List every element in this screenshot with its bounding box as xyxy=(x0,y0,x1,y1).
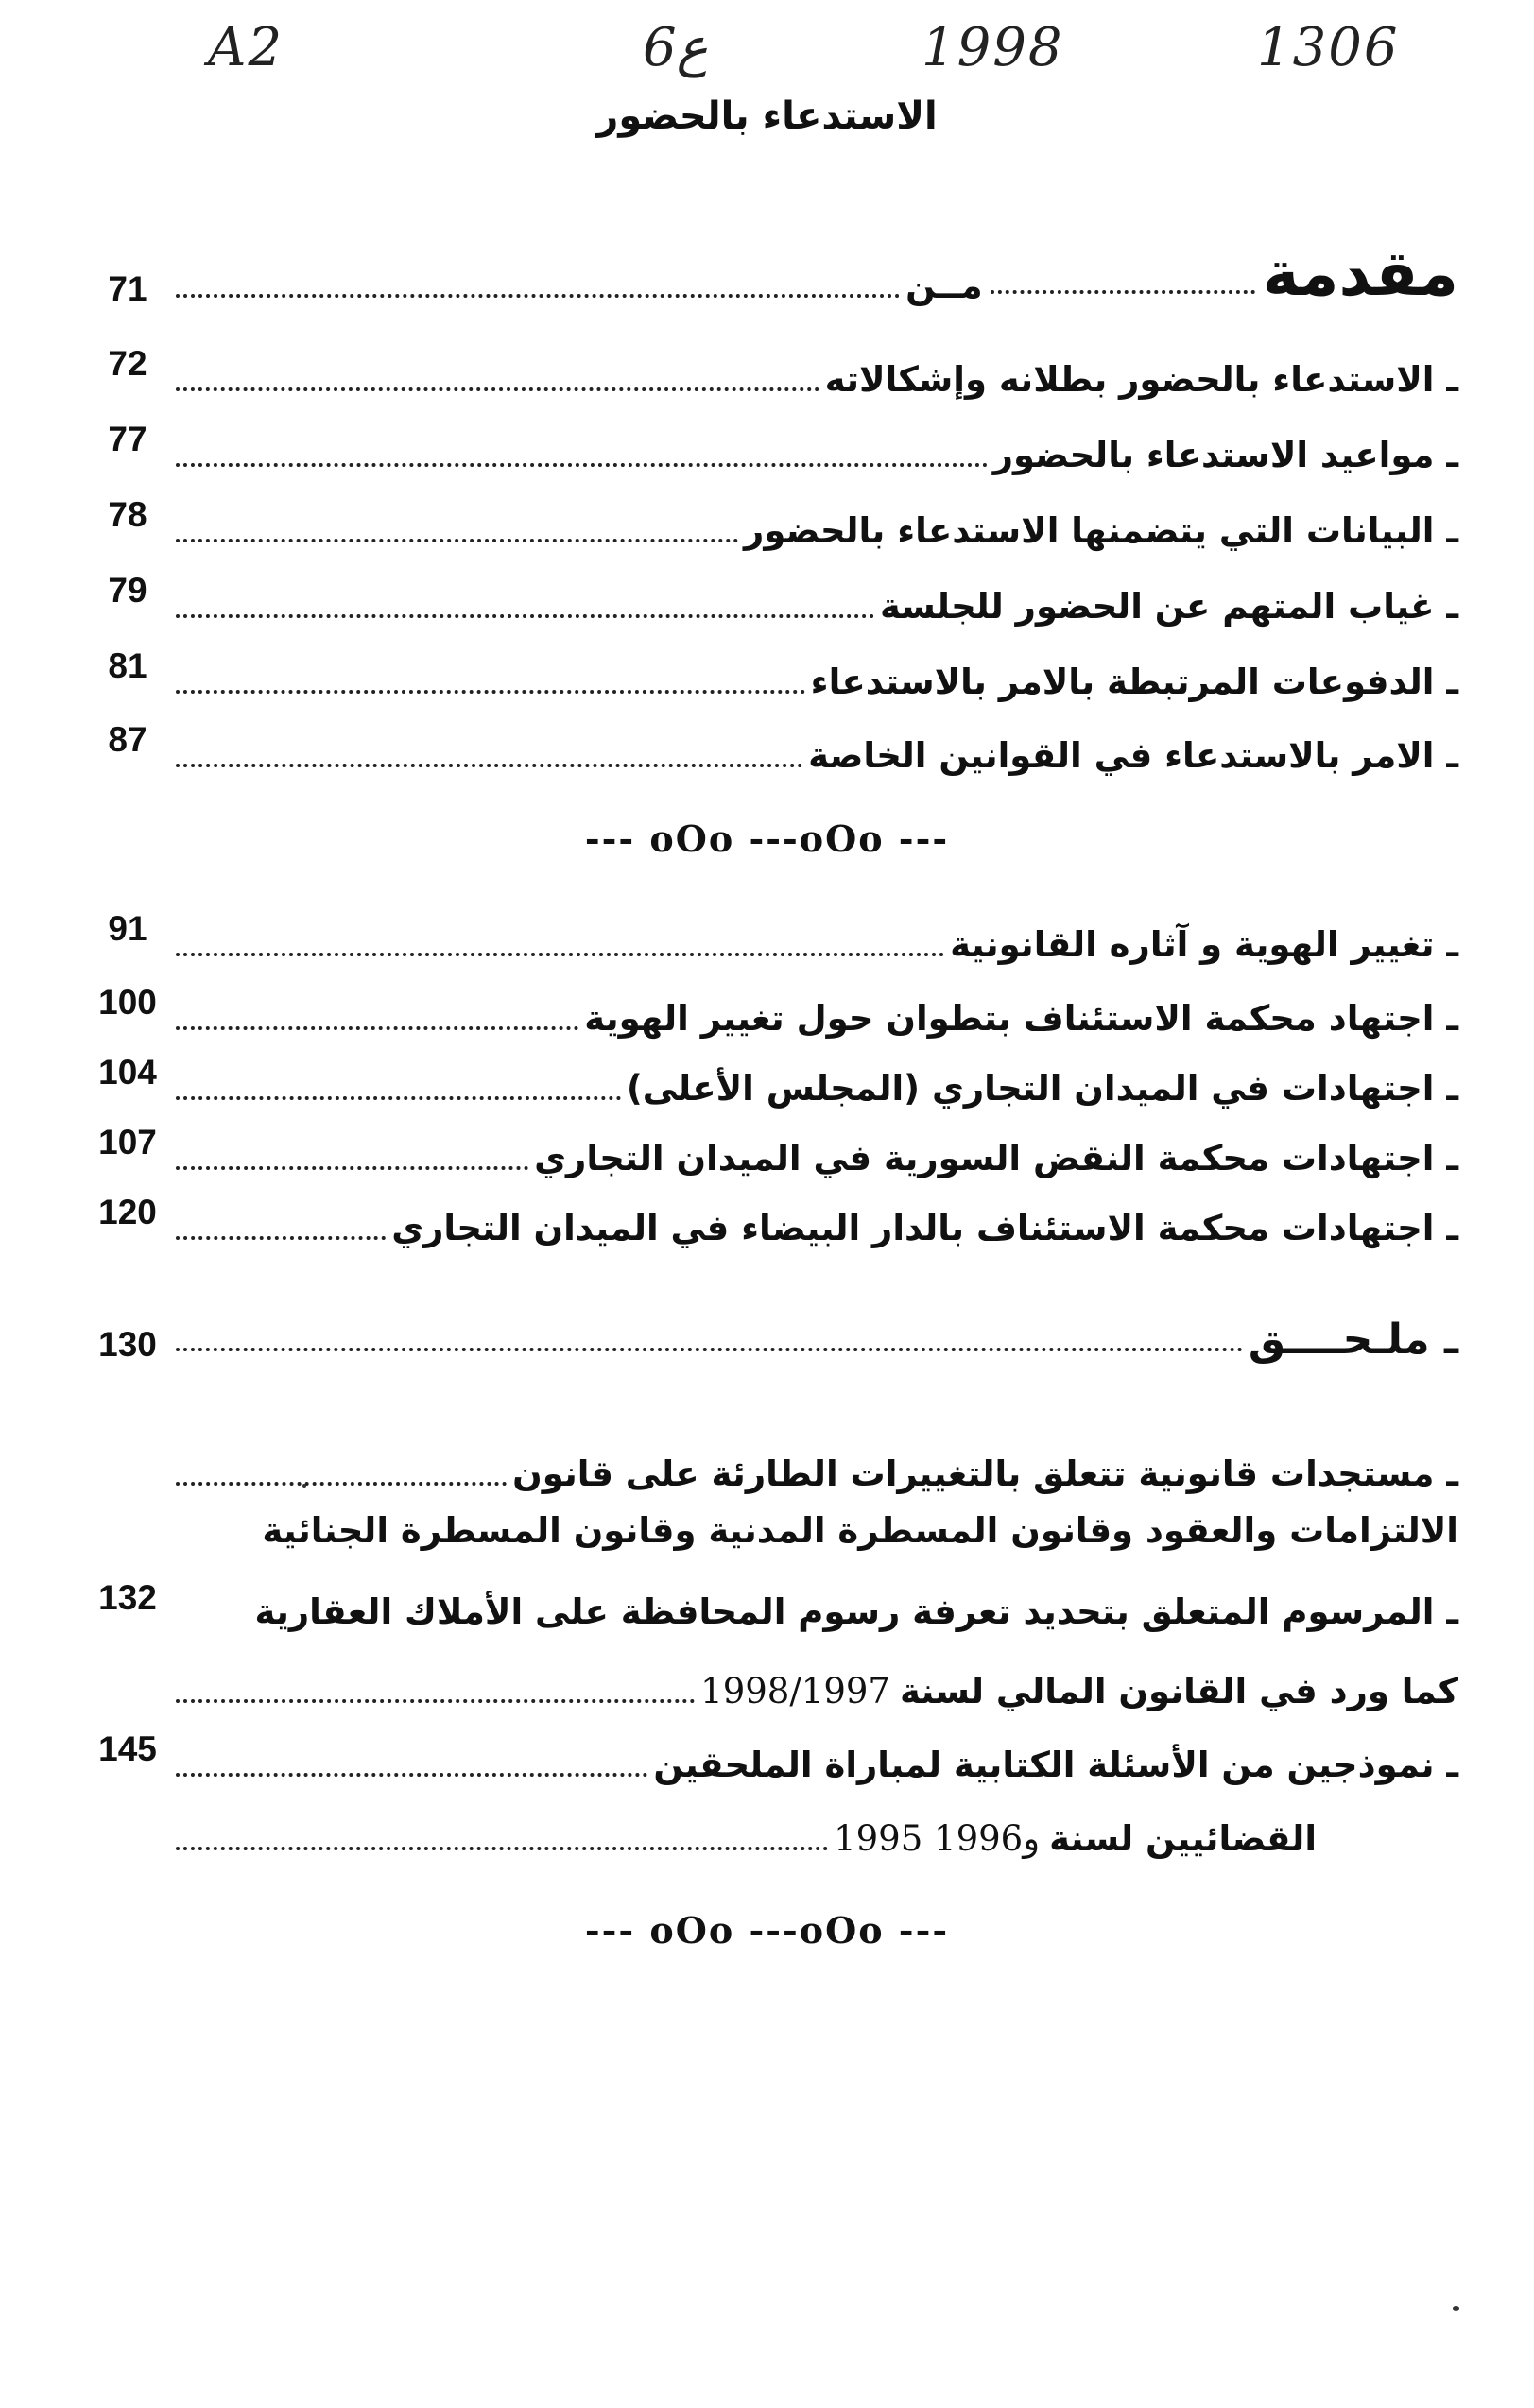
intro-from: مــن xyxy=(905,266,983,306)
annex-item-text: ـ المرسوم المتعلق بتحديد تعرفة رسوم المحافظة على الأملاك العقارية xyxy=(254,1591,1458,1632)
handwritten-code-a2: A2 xyxy=(208,17,284,78)
toc-row xyxy=(0,905,1534,981)
toc-row xyxy=(0,340,1534,416)
page-number: 79 xyxy=(108,571,147,610)
annex-item-continuation: كما ورد في القانون المالي لسنة xyxy=(899,1671,1458,1711)
toc-row xyxy=(0,491,1534,567)
dot-leader xyxy=(176,1026,578,1030)
dot-leader xyxy=(176,294,900,298)
annex-item-text: ـ نموذجين من الأسئلة الكتابية لمباراة الملحقين xyxy=(653,1745,1458,1785)
toc-entry-label: ـ الدفوعات المرتبطة بالامر بالاستدعاء xyxy=(810,662,1458,702)
dot-leader xyxy=(176,1348,1243,1351)
page-number: 91 xyxy=(108,909,147,948)
handwritten-year: 1998 xyxy=(922,17,1064,78)
toc-entry-label: ـ اجتهادات محكمة النقض السورية في الميدان التجاري xyxy=(534,1138,1458,1178)
page-number: 71 xyxy=(108,269,147,308)
toc-row xyxy=(0,1049,1534,1125)
handwritten-number: 1306 xyxy=(1257,17,1400,78)
page-number: 78 xyxy=(108,495,147,534)
dot-leader xyxy=(176,1847,828,1850)
page-number: 130 xyxy=(98,1325,157,1364)
toc-entry-label: ـ الامر بالاستدعاء في القوانين الخاصة xyxy=(808,735,1458,776)
toc-entry-label: ـ الاستدعاء بالحضور بطلانه وإشكالاته xyxy=(824,359,1458,400)
toc-row xyxy=(0,1574,1534,1650)
toc-row xyxy=(0,1435,1534,1510)
page-number: 104 xyxy=(98,1053,157,1092)
dot-leader xyxy=(176,463,988,467)
dot-leader xyxy=(176,539,738,542)
page-number: 77 xyxy=(108,420,147,458)
toc-row xyxy=(0,567,1534,643)
toc-row-intro xyxy=(0,237,1534,335)
toc-row xyxy=(0,1119,1534,1195)
toc-entry-label: ـ غياب المتهم عن الحضور للجلسة xyxy=(879,586,1458,627)
dot-leader xyxy=(176,1166,528,1170)
dot-leader xyxy=(991,290,1255,294)
toc-entry-label: ـ اجتهاد محكمة الاستئناف بتطوان حول تغيير الهوية xyxy=(584,998,1458,1039)
dot-leader xyxy=(176,614,874,618)
page-number: 100 xyxy=(98,983,157,1022)
scan-speck xyxy=(1453,2306,1459,2311)
page-number: 120 xyxy=(98,1193,157,1231)
toc-entry-label: ـ اجتهادات في الميدان التجاري (المجلس الأعلى) xyxy=(626,1068,1458,1109)
toc-row xyxy=(0,1189,1534,1264)
annex-item-text: ـ مستجدات قانونية تتعلق بالتغييرات الطارئة على قانون xyxy=(512,1453,1458,1494)
toc-row xyxy=(0,416,1534,491)
section-separator: --- oOo ---oOo --- xyxy=(584,817,950,860)
dot-leader xyxy=(176,690,805,694)
dot-leader xyxy=(176,1096,621,1100)
dot-leader xyxy=(176,1236,386,1240)
toc-row xyxy=(0,1652,1534,1728)
page-number: 145 xyxy=(98,1729,157,1768)
intro-heading: مقدمة xyxy=(1262,237,1458,310)
page-number: 81 xyxy=(108,646,147,685)
toc-entry-label: ـ مواعيد الاستدعاء بالحضور xyxy=(992,435,1458,475)
page-number: 72 xyxy=(108,344,147,383)
annex-heading: ـ ملـحــــق xyxy=(1248,1316,1458,1364)
annex-item-continuation: الالتزامات والعقود وقانون المسطرة المدنية وقانون المسطرة الجنائية xyxy=(262,1510,1458,1551)
page-number: 107 xyxy=(98,1123,157,1161)
page-title: الاستدعاء بالحضور xyxy=(596,95,938,138)
toc-entry-label: ـ اجتهادات محكمة الاستئناف بالدار البيضاء في الميدان التجاري xyxy=(391,1208,1458,1248)
toc-entry-label: ـ تغيير الهوية و آثاره القانونية xyxy=(950,924,1458,965)
toc-entry-label: ـ البيانات التي يتضمنها الاستدعاء بالحضور xyxy=(744,510,1458,551)
toc-row xyxy=(0,643,1534,718)
page-number: 132 xyxy=(98,1578,157,1617)
annex-item-continuation: القضائيين لسنة xyxy=(1049,1818,1317,1859)
scan-speck xyxy=(302,1484,306,1488)
handwritten-code-mid: 6ع xyxy=(643,17,709,78)
dot-leader xyxy=(176,1482,507,1486)
annex-item-year: 1995 و1996 xyxy=(834,1818,1041,1859)
dot-leader xyxy=(176,1699,695,1703)
toc-row-annex xyxy=(0,1312,1534,1387)
toc-row xyxy=(0,1726,1534,1801)
page-number: 87 xyxy=(108,720,147,759)
dot-leader xyxy=(176,387,819,391)
toc-row xyxy=(0,716,1534,792)
dot-leader xyxy=(176,953,944,956)
toc-row xyxy=(0,1799,1534,1875)
toc-row xyxy=(0,979,1534,1055)
annex-item-year: 1998/1997 xyxy=(700,1671,890,1711)
dot-leader xyxy=(176,1773,647,1777)
dot-leader xyxy=(176,764,802,767)
section-separator: --- oOo ---oOo --- xyxy=(584,1909,950,1952)
